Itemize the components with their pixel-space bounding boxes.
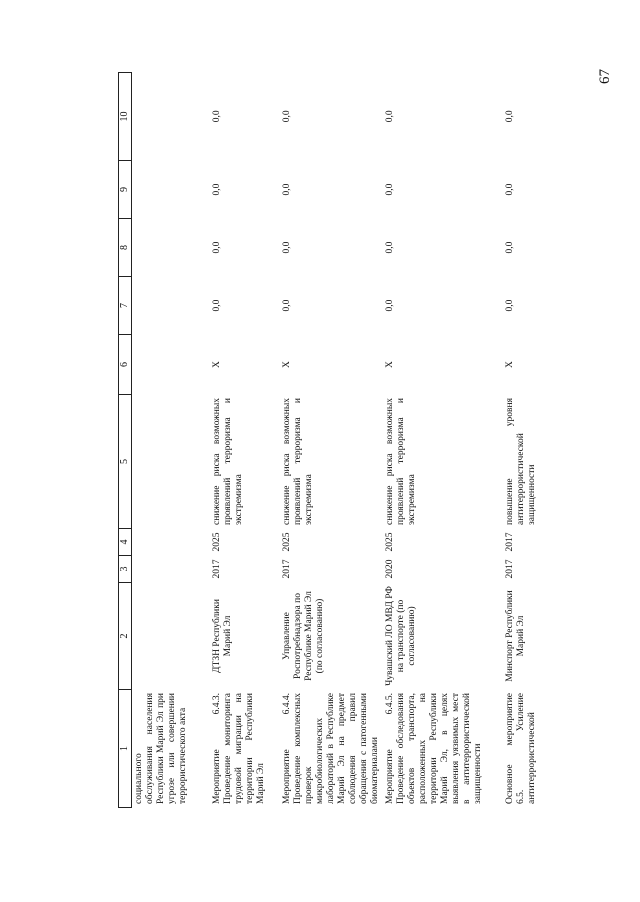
column-header-4: 4 <box>119 529 132 556</box>
column-header-6: 6 <box>119 335 132 395</box>
col6-cell <box>132 335 211 395</box>
activity-cell: Мероприятие 6.4.4. Проведение комплексных проверок микробиологических лабораторий в Республике Марий Эл на предмет соблюдения правил обращения с патогенными биоматериалами <box>282 693 380 804</box>
result-cell: снижение риска возможных проявлений терроризма и экстремизма <box>385 398 417 525</box>
col10-cell: 0,0 <box>385 110 395 123</box>
col6-cell: Х <box>212 361 222 368</box>
result-cell <box>132 395 211 529</box>
page-number: 67 <box>597 69 613 84</box>
end-year-cell: 2025 <box>385 532 395 552</box>
end-year-cell: 2025 <box>282 532 292 552</box>
col7-cell: 0,0 <box>385 299 395 312</box>
start-year-cell: 2020 <box>385 559 395 579</box>
start-year-cell: 2017 <box>505 559 515 579</box>
col8-cell: 0,0 <box>282 241 292 254</box>
col8-cell <box>132 219 211 277</box>
result-cell: повышение уровня антитеррористической защищенности <box>505 398 537 525</box>
col7-cell: 0,0 <box>505 299 515 312</box>
column-header-9: 9 <box>119 161 132 219</box>
col7-cell <box>132 277 211 335</box>
column-header-5: 5 <box>119 395 132 529</box>
column-header-7: 7 <box>119 277 132 335</box>
table-row <box>132 73 211 808</box>
table-row <box>280 73 383 808</box>
activity-cell: Основное мероприятие 6.5. Усиление антитеррористической <box>505 693 537 804</box>
program-table <box>118 72 577 808</box>
column-header-3: 3 <box>119 556 132 583</box>
table-row <box>210 73 280 808</box>
activity-cell: Мероприятие 6.4.3. Проведение мониторинга трудовой миграции на территории Республики Марий Эл <box>212 693 266 804</box>
executor-cell <box>132 583 211 690</box>
column-header-8: 8 <box>119 219 132 277</box>
col6-cell: Х <box>505 361 515 368</box>
col9-cell: 0,0 <box>282 183 292 196</box>
col9-cell: 0,0 <box>385 183 395 196</box>
start-year-cell: 2017 <box>212 559 222 579</box>
end-year-cell: 2025 <box>212 532 222 552</box>
executor-cell: Управление Роспотребнадзора по Республике Марий Эл (по согласованию) <box>282 591 325 681</box>
col7-cell: 0,0 <box>282 299 292 312</box>
col10-cell <box>132 73 211 161</box>
col9-cell: 0,0 <box>212 183 222 196</box>
start-year-cell <box>132 556 211 583</box>
result-cell: снижение риска возможных проявлений терроризма и экстремизма <box>282 398 314 525</box>
col10-cell: 0,0 <box>505 110 515 123</box>
column-header-1: 1 <box>119 690 132 808</box>
col10-cell: 0,0 <box>282 110 292 123</box>
table-row <box>383 73 503 808</box>
header-row <box>119 73 132 808</box>
column-header-10: 10 <box>119 73 132 161</box>
col8-cell: 0,0 <box>505 241 515 254</box>
col6-cell: Х <box>385 361 395 368</box>
col8-cell: 0,0 <box>212 241 222 254</box>
end-year-cell <box>132 529 211 556</box>
executor-cell: ДТЗН Республики Марий Эл <box>212 599 233 673</box>
start-year-cell: 2017 <box>282 559 292 579</box>
col8-cell: 0,0 <box>385 241 395 254</box>
end-year-cell: 2017 <box>505 532 515 552</box>
executor-cell: Чувашский ЛО МВД РФ на транспорте (по согласованию) <box>385 586 417 686</box>
executor-cell: Минспорт Республики Марий Эл <box>505 590 526 682</box>
col9-cell: 0,0 <box>505 183 515 196</box>
col10-cell: 0,0 <box>212 110 222 123</box>
col6-cell: Х <box>282 361 292 368</box>
col9-cell <box>132 161 211 219</box>
rotated-table-container <box>118 73 610 808</box>
activity-cell: социального обслуживания населения Республики Марий Эл при угрозе или совершении террористического акта <box>134 693 188 804</box>
activity-cell: Мероприятие 6.4.5. Проведение обследования объектов транспорта, расположенных на территории Республики Марий Эл, в целях выявления уязвимых мест в антитеррористической защищенности <box>385 693 483 804</box>
table-row <box>503 73 577 808</box>
result-cell: снижение риска возможных проявлений терроризма и экстремизма <box>212 398 244 525</box>
col7-cell: 0,0 <box>212 299 222 312</box>
column-header-2: 2 <box>119 583 132 690</box>
